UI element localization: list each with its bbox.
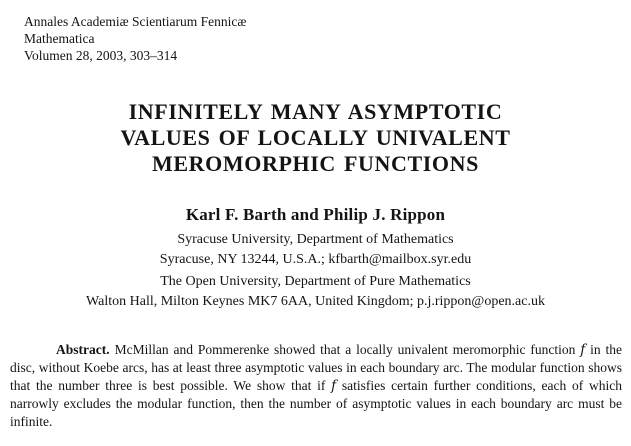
paper-title-line-1: INFINITELY MANY ASYMPTOTIC — [128, 99, 503, 124]
affiliation-rippon-institution: The Open University, Department of Pure Mathematics — [160, 274, 471, 289]
affiliation-barth — [0, 230, 631, 270]
abstract-paragraph — [10, 341, 622, 431]
paper-title-line-2: VALUES OF LOCALLY UNIVALENT — [120, 125, 511, 150]
journal-header — [24, 13, 246, 64]
affiliation-barth-address-email: Syracuse, NY 13244, U.S.A.; kfbarth@mailbox.syr.edu — [159, 252, 472, 267]
affiliation-barth-institution: Syracuse University, Department of Mathematics — [177, 232, 454, 247]
affiliation-rippon — [0, 272, 631, 312]
journal-series: Mathematica — [24, 31, 95, 46]
abstract-text-segment-3: satisfies certain further conditions, each of which narrowly excludes the modular function, then the number of asymptotic values in each boundary arc must be infinite. — [10, 378, 623, 429]
paper-title — [0, 99, 631, 177]
affiliation-rippon-address-email: Walton Hall, Milton Keynes MK7 6AA, United Kingdom; p.j.rippon@open.ac.uk — [86, 294, 545, 309]
journal-volume-info: Volumen 28, 2003, 303–314 — [24, 48, 178, 63]
abstract-text-segment-1: McMillan and Pommerenke showed that a locally univalent meromorphic function — [114, 342, 581, 357]
journal-name: Annales Academiæ Scientiarum Fennicæ — [24, 14, 247, 29]
authors-line: Karl F. Barth and Philip J. Rippon — [185, 205, 446, 224]
math-variable-f-2: f — [331, 378, 337, 394]
paper-title-line-3: MEROMORPHIC FUNCTIONS — [152, 151, 479, 176]
math-variable-f-1: f — [580, 342, 586, 358]
abstract-label: Abstract. — [56, 342, 110, 357]
abstract-text-segment-2: in the disc, without Koebe arcs, has at least three asymptotic values in each boundary arc. The modular function shows that the number three is best possible. We show that if — [10, 342, 622, 393]
